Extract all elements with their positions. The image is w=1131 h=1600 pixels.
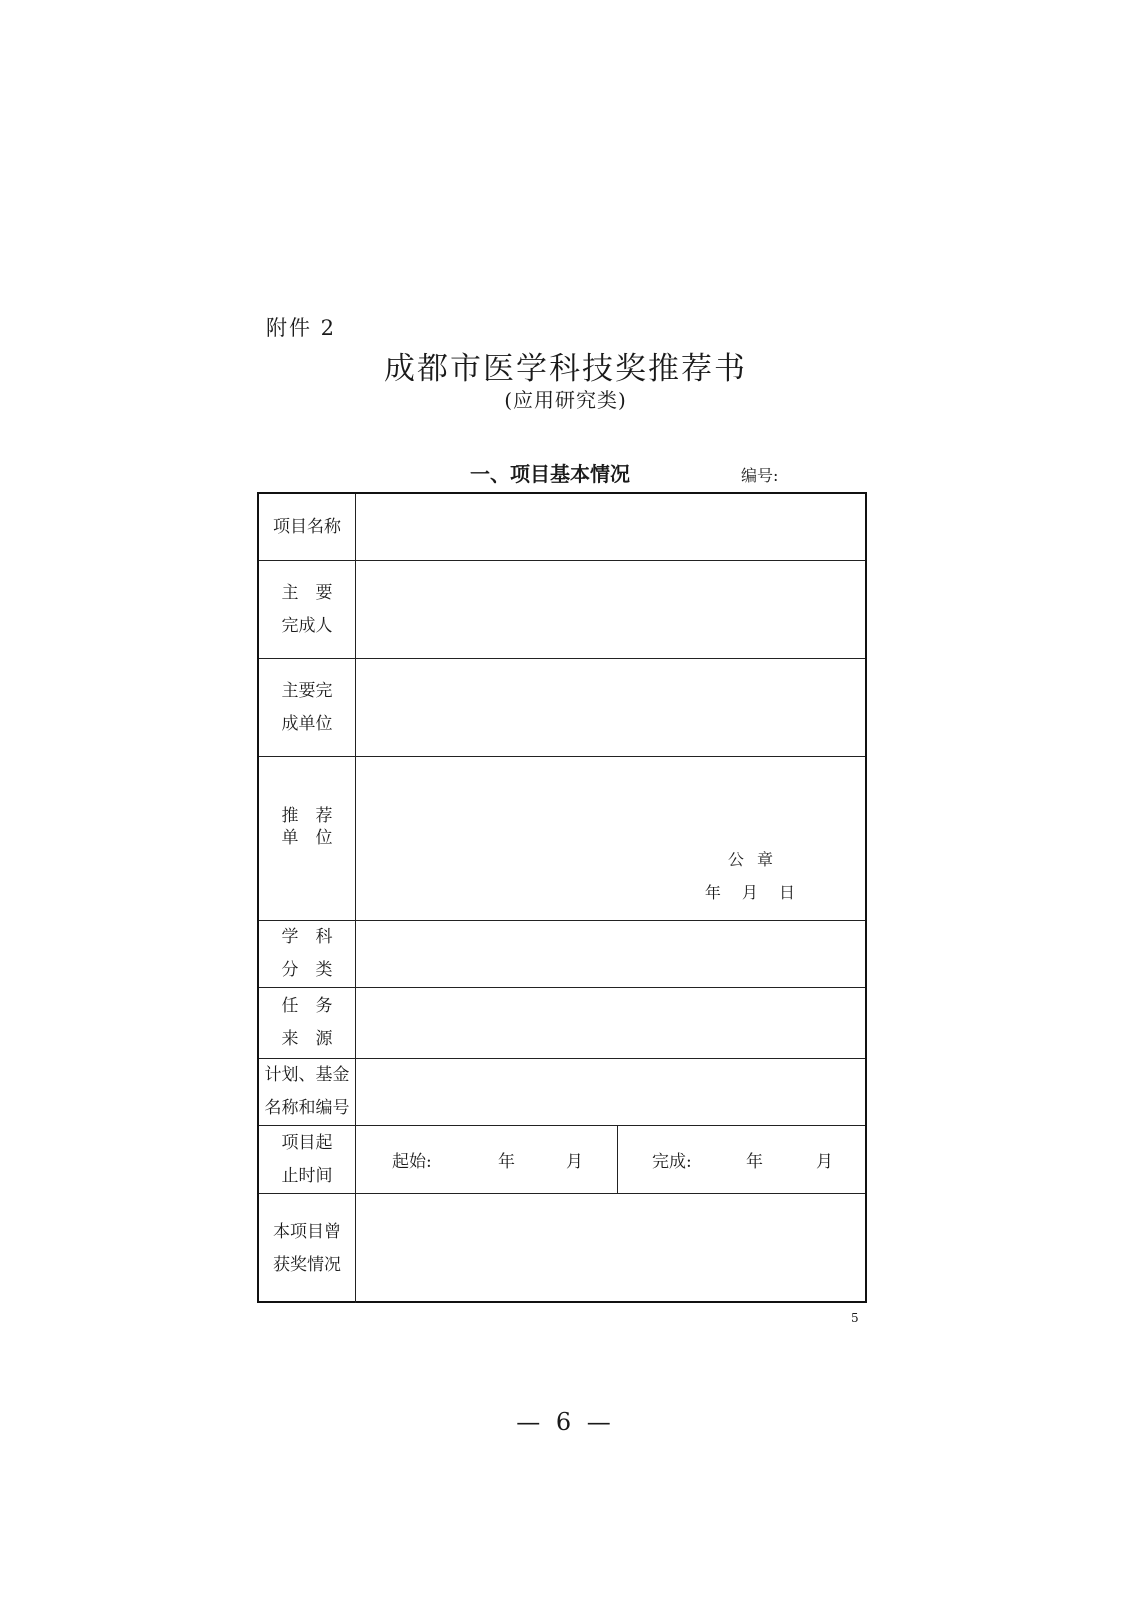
label-line-2: 来 源 [281,1029,333,1049]
recommendation-form-table [257,492,867,1303]
label-line-2: 获奖情况 [273,1254,341,1275]
label-plan-fund [259,1059,356,1125]
label-main-units [259,659,356,756]
date-label: 年 月 日 [704,883,795,902]
label-main-people [259,561,356,658]
label-line-2: 止时间 [281,1165,333,1186]
start-label: 起始: [392,1152,432,1172]
label-line-1: 主 要 [281,582,333,603]
inner-page-number: 5 [851,1311,859,1325]
label-recommend-unit [259,757,356,920]
label-line-2: 名称和编号 [264,1098,350,1118]
field-project-name[interactable] [356,494,865,560]
row-plan-fund [259,1058,865,1125]
row-main-people [259,560,865,658]
field-task-source[interactable] [356,988,865,1058]
label-line-2: 单 位 [281,828,333,848]
label-line-1: 任 务 [281,996,333,1016]
document-subtitle: (应用研究类) [504,388,627,412]
label-line-1: 推 荐 [281,806,333,826]
label-text: 项目名称 [273,516,341,537]
end-year-unit: 年 [746,1152,763,1172]
label-project-period [259,1126,356,1193]
page-number: — 6 — [516,1408,615,1436]
label-line-2: 完成人 [281,615,333,636]
label-line-1: 计划、基金 [264,1065,350,1085]
field-plan-fund[interactable] [356,1059,865,1125]
row-discipline [259,920,865,987]
field-recommend-unit[interactable] [356,757,865,920]
row-main-units [259,658,865,756]
label-line-1: 主要完 [281,680,333,701]
field-main-units[interactable] [356,659,865,756]
label-task-source [259,988,356,1058]
label-discipline [259,921,356,987]
label-line-1: 项目起 [281,1132,333,1153]
label-line-2: 成单位 [281,713,333,734]
label-line-1: 本项目曾 [273,1221,341,1242]
end-label: 完成: [652,1152,692,1172]
label-line-2: 分 类 [281,960,333,980]
seal-label: 公 章 [727,850,777,869]
label-awards [259,1194,356,1303]
row-project-name [259,494,865,560]
end-month-unit: 月 [816,1152,833,1172]
row-awards [259,1193,865,1303]
attachment-label: 附件 2 [266,316,337,340]
row-task-source [259,987,865,1058]
field-awards[interactable] [356,1194,865,1303]
start-year-unit: 年 [498,1152,515,1172]
start-month-unit: 月 [566,1152,583,1172]
field-discipline[interactable] [356,921,865,987]
field-project-period [356,1126,865,1193]
document-title: 成都市医学科技奖推荐书 [384,351,747,387]
field-main-people[interactable] [356,561,865,658]
label-line-1: 学 科 [281,927,333,947]
section-title: 一、项目基本情况 [470,462,630,486]
row-recommend-unit [259,756,865,920]
serial-number-label: 编号: [741,466,779,485]
row-project-period [259,1125,865,1193]
start-time-cell[interactable] [356,1126,618,1193]
end-time-cell[interactable] [618,1126,865,1193]
label-project-name [259,494,356,560]
